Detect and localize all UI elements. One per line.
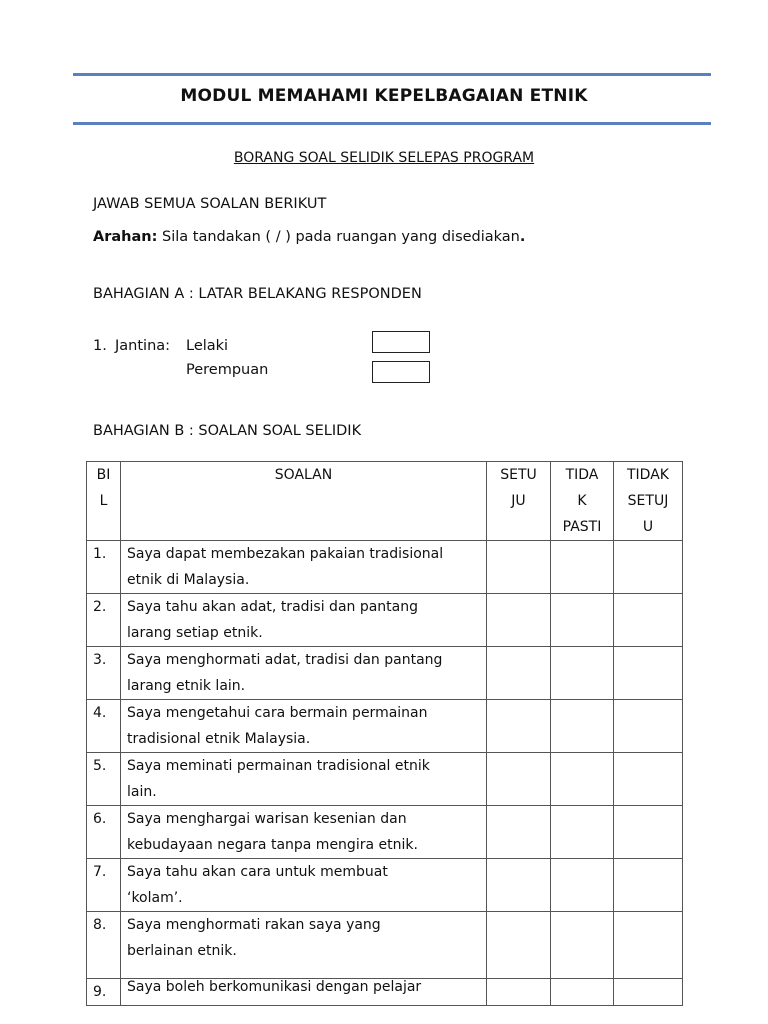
statement-line: Saya menghormati adat, tradisi dan pantang xyxy=(127,652,443,668)
form-subtitle: BORANG SOAL SELIDIK SELEPAS PROGRAM xyxy=(233,150,535,166)
row-number: 2. xyxy=(87,594,121,647)
statement-line: Saya meminati permainan tradisional etnik xyxy=(127,758,430,774)
setuju-cell[interactable] xyxy=(487,594,551,647)
setuju-cell[interactable] xyxy=(487,647,551,700)
row-number: 9. xyxy=(87,979,121,1006)
tidak-setuju-cell[interactable] xyxy=(614,979,683,1006)
tidak-setuju-cell[interactable] xyxy=(614,700,683,753)
table-row xyxy=(87,700,683,753)
statement-line: Saya boleh berkomunikasi dengan pelajar xyxy=(127,979,422,995)
setuju-cell[interactable] xyxy=(487,912,551,979)
table-row xyxy=(87,806,683,859)
tidak-setuju-cell[interactable] xyxy=(614,541,683,594)
table-header-row xyxy=(87,462,683,541)
setuju-cell[interactable] xyxy=(487,753,551,806)
directions-label: Arahan: xyxy=(93,229,158,245)
statement-line: Saya menghargai warisan kesenian dan xyxy=(127,811,407,827)
statement-line: tradisional etnik Malaysia. xyxy=(127,731,311,747)
statement-line: larang setiap etnik. xyxy=(127,625,263,641)
statement-line: etnik di Malaysia. xyxy=(127,572,250,588)
row-statement xyxy=(121,594,487,647)
row-statement xyxy=(121,647,487,700)
tidak-setuju-cell[interactable] xyxy=(614,912,683,979)
directions xyxy=(93,229,525,245)
setuju-cell[interactable] xyxy=(487,700,551,753)
top-rule xyxy=(73,73,711,76)
setuju-cell[interactable] xyxy=(487,541,551,594)
statement-line: lain. xyxy=(127,784,157,800)
setuju-cell[interactable] xyxy=(487,859,551,912)
gender-label: Jantina: xyxy=(115,338,171,354)
tidak-pasti-cell[interactable] xyxy=(551,979,614,1006)
instruction-heading: JAWAB SEMUA SOALAN BERIKUT xyxy=(93,196,327,212)
table-row xyxy=(87,912,683,979)
statement-line: larang etnik lain. xyxy=(127,678,246,694)
table-row xyxy=(87,647,683,700)
row-number: 4. xyxy=(87,700,121,753)
row-statement xyxy=(121,806,487,859)
table-row xyxy=(87,594,683,647)
statement-line: Saya menghormati rakan saya yang xyxy=(127,917,381,933)
option-male-checkbox[interactable] xyxy=(372,331,430,353)
survey-table xyxy=(86,461,683,1006)
row-statement xyxy=(121,700,487,753)
statement-line: Saya tahu akan cara untuk membuat xyxy=(127,864,388,880)
directions-end: . xyxy=(519,229,526,245)
row-statement xyxy=(121,753,487,806)
table-row xyxy=(87,541,683,594)
row-statement xyxy=(121,859,487,912)
row-number: 8. xyxy=(87,912,121,979)
tidak-pasti-cell[interactable] xyxy=(551,594,614,647)
tidak-pasti-cell[interactable] xyxy=(551,541,614,594)
row-number: 5. xyxy=(87,753,121,806)
statement-line: ‘kolam’. xyxy=(127,890,183,906)
header-setuju: SETU JU xyxy=(487,462,551,541)
statement-line: Saya tahu akan adat, tradisi dan pantang xyxy=(127,599,419,615)
header-soalan: SOALAN xyxy=(121,462,487,541)
option-female-checkbox[interactable] xyxy=(372,361,430,383)
setuju-cell[interactable] xyxy=(487,806,551,859)
row-number: 6. xyxy=(87,806,121,859)
bottom-rule xyxy=(73,122,711,125)
section-a-heading: BAHAGIAN A : LATAR BELAKANG RESPONDEN xyxy=(93,286,422,302)
directions-text: Sila tandakan ( / ) pada ruangan yang disediakan xyxy=(157,229,520,245)
table-row xyxy=(87,753,683,806)
tidak-setuju-cell[interactable] xyxy=(614,859,683,912)
row-number: 1. xyxy=(87,541,121,594)
question-number: 1. xyxy=(93,338,107,354)
statement-line: Saya mengetahui cara bermain permainan xyxy=(127,705,428,721)
section-b-heading: BAHAGIAN B : SOALAN SOAL SELIDIK xyxy=(93,423,362,439)
row-statement xyxy=(121,541,487,594)
row-number: 7. xyxy=(87,859,121,912)
setuju-cell[interactable] xyxy=(487,979,551,1006)
tidak-pasti-cell[interactable] xyxy=(551,806,614,859)
tidak-pasti-cell[interactable] xyxy=(551,753,614,806)
header-bil: BI L xyxy=(87,462,121,541)
tidak-setuju-cell[interactable] xyxy=(614,594,683,647)
header-tidak-setuju: TIDAK SETUJ U xyxy=(614,462,683,541)
tidak-pasti-cell[interactable] xyxy=(551,647,614,700)
tidak-pasti-cell[interactable] xyxy=(551,859,614,912)
tidak-pasti-cell[interactable] xyxy=(551,700,614,753)
option-male-label: Lelaki xyxy=(186,338,229,354)
table-row xyxy=(87,859,683,912)
tidak-pasti-cell[interactable] xyxy=(551,912,614,979)
table-row xyxy=(87,979,683,1006)
document-title: MODUL MEMAHAMI KEPELBAGAIAN ETNIK xyxy=(180,86,588,106)
tidak-setuju-cell[interactable] xyxy=(614,806,683,859)
row-statement xyxy=(121,979,487,1006)
row-number: 3. xyxy=(87,647,121,700)
tidak-setuju-cell[interactable] xyxy=(614,647,683,700)
statement-line: berlainan etnik. xyxy=(127,943,237,959)
option-female-label: Perempuan xyxy=(186,362,269,378)
header-tidak-pasti: TIDA K PASTI xyxy=(551,462,614,541)
tidak-setuju-cell[interactable] xyxy=(614,753,683,806)
statement-line: kebudayaan negara tanpa mengira etnik. xyxy=(127,837,418,853)
row-statement xyxy=(121,912,487,979)
statement-line: Saya dapat membezakan pakaian tradisional xyxy=(127,546,444,562)
